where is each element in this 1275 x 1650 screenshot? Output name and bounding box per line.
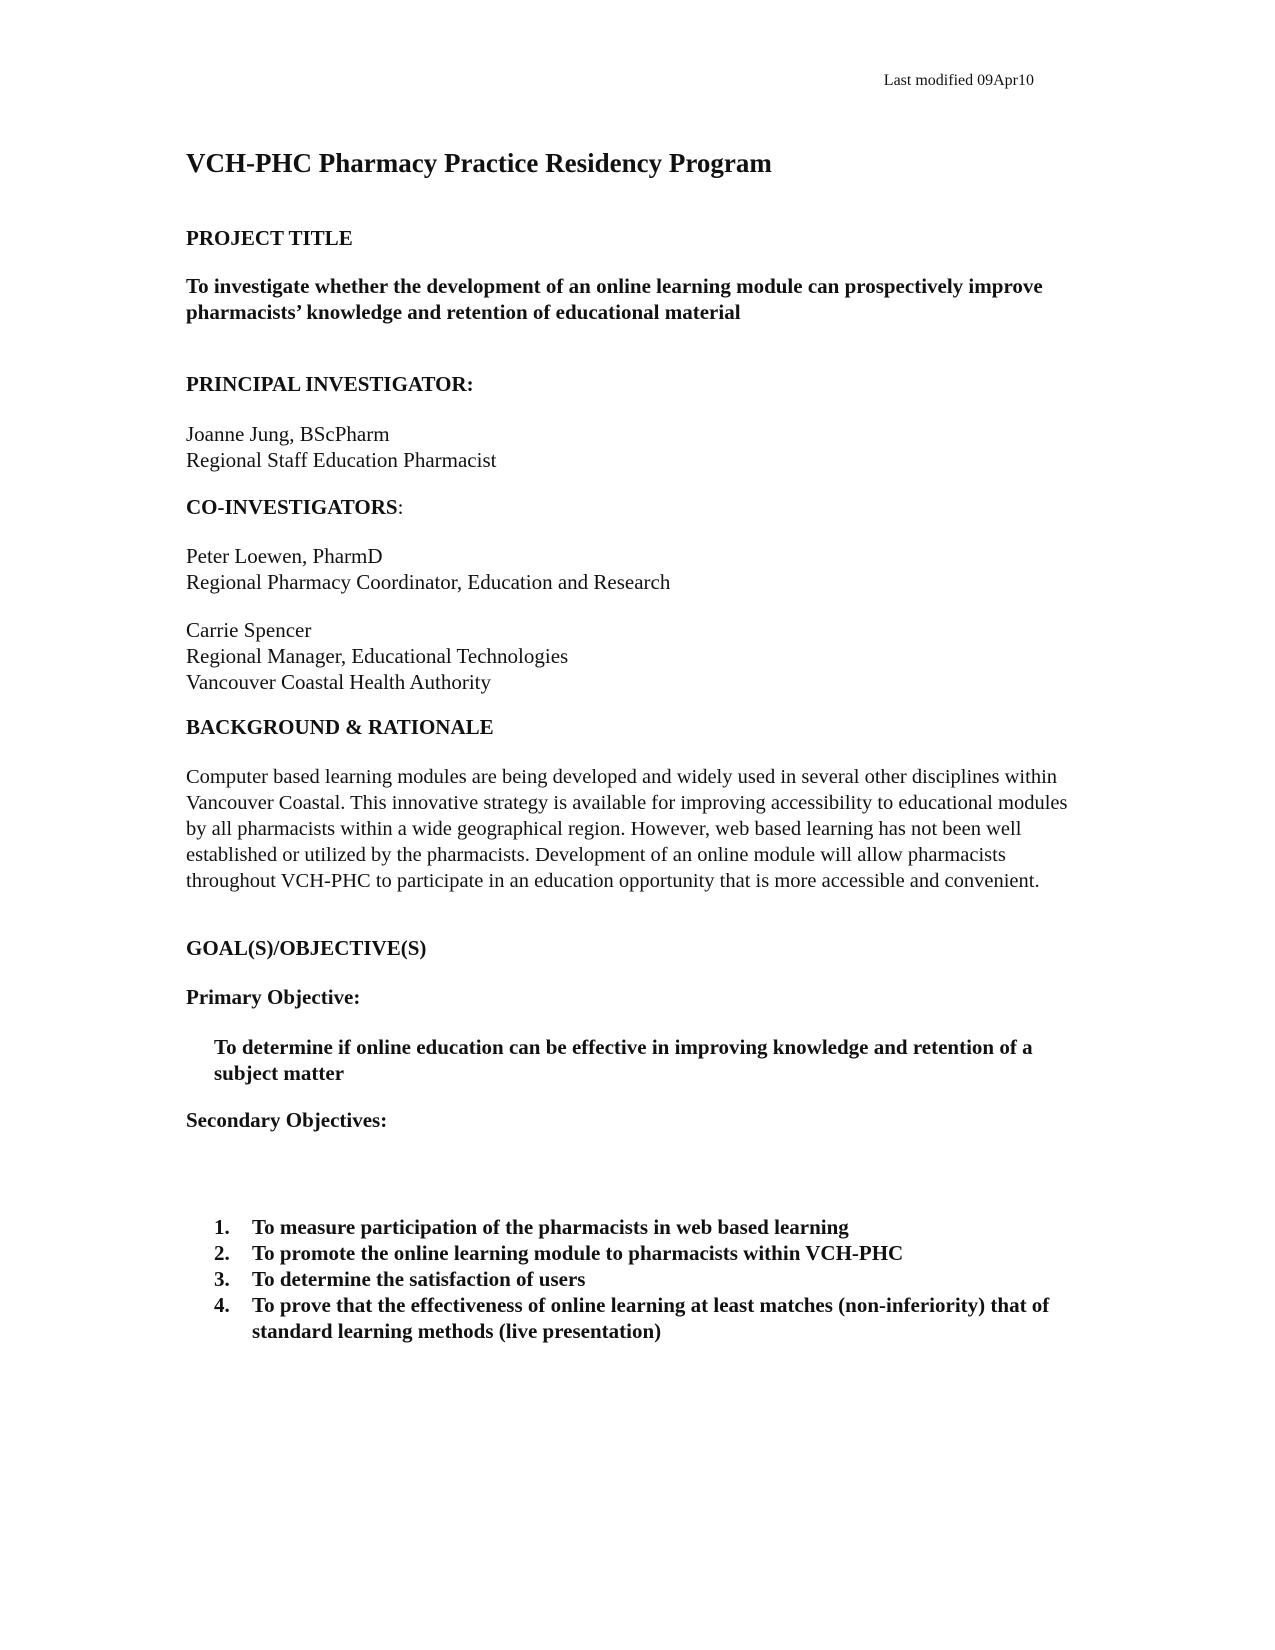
co-investigator-name: Peter Loewen, PharmD [186,544,383,568]
co-investigators-heading-text: CO-INVESTIGATORS [186,495,398,519]
last-modified-date: Last modified 09Apr10 [883,72,1034,89]
secondary-objectives-heading: Secondary Objectives: [186,1108,388,1132]
principal-investigator-name: Joanne Jung, BScPharm [186,422,390,446]
co-investigator-role: Regional Manager, Educational Technologies [186,644,569,668]
background-heading: BACKGROUND & RATIONALE [186,715,494,739]
primary-objective-heading: Primary Objective: [186,985,361,1009]
co-investigator-organization: Vancouver Coastal Health Authority [186,670,492,694]
principal-investigator-block [186,421,496,473]
list-item [214,1240,1074,1266]
co-investigator-role: Regional Pharmacy Coordinator, Education and Research [186,570,671,594]
project-title-text: To investigate whether the development of an online learning module can prospectively improve pharmacists’ knowledge and retention of educational material [186,274,1043,324]
co-investigator-name: Carrie Spencer [186,618,312,642]
co-investigator-1 [186,543,670,595]
list-item [214,1266,1074,1292]
list-item-text: To prove that the effectiveness of online learning at least matches (non-inferiority) that of standard learning methods (live presentation) [252,1293,1050,1343]
list-item [214,1214,1074,1240]
co-investigator-2 [186,617,568,695]
background-text: Computer based learning modules are being developed and widely used in several other disciplines within Vancouver Coastal. This innovative strategy is available for improving accessibility to educational modules by all pharmacists within a wide geographical region. However, web based learning has not been well established or utilized by the pharmacists. Development of an online module will allow pharmacists throughout VCH-PHC to participate in an education opportunity that is more accessible and convenient. [186,766,1068,892]
list-item-number: 3. [214,1267,230,1291]
co-investigators-heading-colon: : [397,495,404,519]
list-item [214,1292,1074,1344]
principal-investigator-role: Regional Staff Education Pharmacist [186,448,497,472]
co-investigators-heading [186,495,403,520]
list-item-number: 4. [214,1293,230,1317]
list-item-text: To measure participation of the pharmacists in web based learning [252,1215,849,1239]
list-item-text: To promote the online learning module to pharmacists within VCH-PHC [252,1241,904,1265]
list-item-text: To determine the satisfaction of users [252,1267,586,1291]
principal-investigator-heading: PRINCIPAL INVESTIGATOR: [186,372,474,396]
primary-objective-text: To determine if online education can be effective in improving knowledge and retention of a subject matter [214,1035,1033,1085]
document-title: VCH-PHC Pharmacy Practice Residency Program [186,148,772,178]
project-title-heading: PROJECT TITLE [186,226,353,250]
secondary-objectives-list [214,1214,1074,1344]
list-item-number: 1. [214,1215,230,1239]
list-item-number: 2. [214,1241,230,1265]
goals-heading: GOAL(S)/OBJECTIVE(S) [186,936,427,960]
